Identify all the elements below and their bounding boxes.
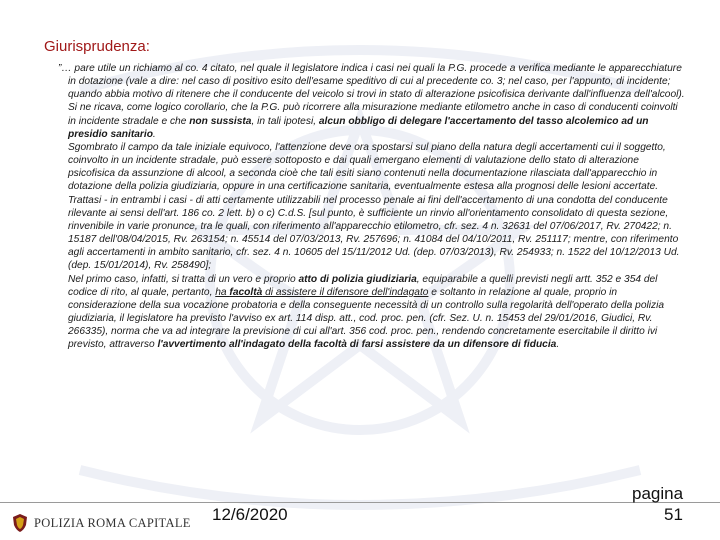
text-run: non sussista — [189, 115, 252, 127]
footer-divider — [0, 502, 720, 503]
paragraph-1 — [40, 62, 685, 141]
text-run: atto di polizia giudiziaria — [298, 273, 417, 285]
page-number: 51 — [664, 505, 683, 524]
text-run: . — [556, 339, 560, 351]
text-run: ha — [215, 286, 230, 298]
paragraph-2: Sgombrato il campo da tale iniziale equivoco, l'attenzione deve ora spostarsi sul piano della natura degli accertamenti cui il soggetto, coinvolto in un incidente stradale, può essere sottoposto e dai quali emergano elementi di valutazione dello stato di alterazione psicofisica da assunzione di alcool, a seconda cioè che tali esiti siano contenuti nella documentazione rilasciata dall'apparecchio in dotazione della polizia giudiziaria, oppure in una certificazione sanitaria, eventualmente estesa alla prognosi delle lesioni accertate. Trattasi - in entrambi i casi - di atti certamente utilizzabili nel processo penale ai fini dell'accertamento di una condotta del conducente rilevante ai sensi dell'art. 186 co. 2 lett. b) o c) C.d.S. [sul punto, è sufficiente un rinvio all'orientamento consolidato di questa sezione, rinvenibile in varie pronunce, tra le quali, con riferimento all'apparecchio etilometro, cfr. sez. 4 n. 32631 del 07/06/2017, Rv. 270422; n. 15187 dell'08/04/2015, Rv. 263154; n. 45514 del 07/03/2013, Rv. 257696; n. 41084 del 04/10/2011, Rv. 251117; mentre, con riferimento agli accertamenti in ambito sanitario, cfr. sez. 4 n. 10605 del 15/11/2012 Ud. (dep. 07/03/2013), Rv. 254933; n. 1522 del 10/12/2013 Ud. (dep. 15/01/2014), Rv. 258490]; — [68, 141, 680, 272]
polizia-roma-capitale-logo — [12, 512, 191, 534]
crest-icon — [12, 513, 28, 533]
text-run: . — [152, 128, 156, 140]
text-run: facoltà — [229, 286, 263, 298]
logo-text: POLIZIA ROMA CAPITALE — [34, 515, 191, 530]
footer-date: 12/6/2020 — [212, 505, 288, 524]
text-run: di assistere il difensore dell'indagato — [262, 286, 429, 298]
page-label: pagina — [632, 484, 684, 503]
text-run: ”… pare utile un richiamo al co. 4 citato, nel quale il legislatore indica i casi nei quali la P.G. procede a verifica mediante le apparecchiature in dotazione (vale a dire: nel caso di positivo esito dell'esame speditivo di cui al precedente co. 3; nel caso, per l'appunto, di incidente; quando abbia motivo di ritenere che il conducente del veicolo si trovi in stato di alterazione psicofisica derivante dall'influenza dell'alcool). Si ne ricava, come logico corollario, che la P.G. può ricorrere alla misurazione mediante etilometro anche in caso di conducenti coinvolti in incidente stradale e che — [58, 63, 685, 127]
paragraph-3 — [40, 273, 685, 352]
text-run: alcun obbligo di delegare l'accertamento del tasso alcolemico ad un presidio sanitario — [68, 115, 649, 140]
text-run: , equiparabile a quelli previsti negli artt. 352 e 354 del codice di rito, al quale, pertanto, — [68, 273, 658, 298]
slide-title: Giurisprudenza: — [44, 38, 150, 55]
text-run: l'avvertimento all'indagato della facoltà di farsi assistere da un difensore di fiducia — [157, 339, 557, 351]
text-run: , in tali ipotesi, — [251, 115, 319, 127]
text-run: e soltanto in relazione al quale, proprio in considerazione della sua vocazione probatoria e della conseguente necessità di un controllo sulla regolarità dell'operato della polizia giudiziaria, il legislatore ha previsto l'avviso ex art. 114 disp. att., cod. proc. pen. (cfr. Sez. U. n. 15453 del 29/01/2016, Giudici, Rv. 266335), norma che va ad integrare la previsione di cui all'art. 356 cod. proc. pen., rendendo concretamente esercitabile il diritto ivi previsto, attraverso — [68, 286, 665, 351]
quoted-ruling — [40, 62, 685, 351]
text-run: Nel primo caso, infatti, si tratta di un vero e proprio — [68, 273, 299, 285]
